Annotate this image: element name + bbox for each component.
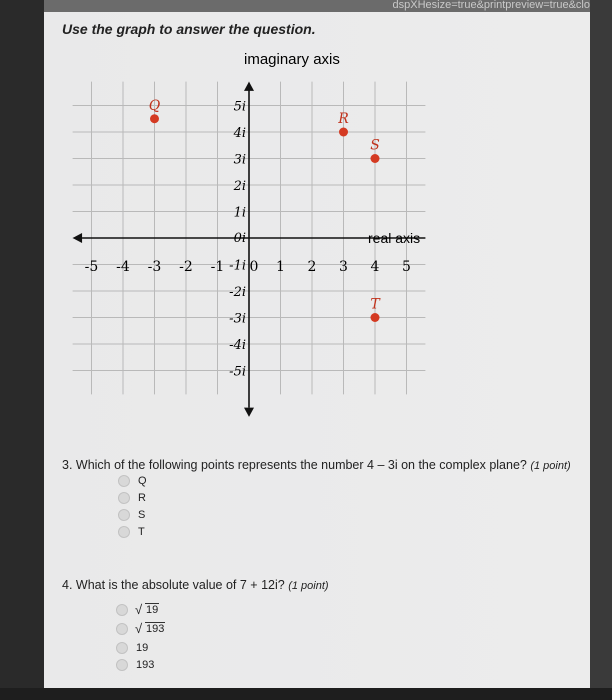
imaginary-tick-label: 0i [233,231,246,246]
radio-button[interactable] [118,526,130,538]
option-label: T [138,526,145,538]
point-r-label: R [338,111,349,127]
point-s-label: S [370,137,380,154]
option-label: 19 [136,642,149,654]
imaginary-axis-arrow-down [244,408,254,417]
point-s-marker [371,154,380,163]
real-tick-label: -5 [84,259,99,275]
tick-labels [84,97,411,380]
q3-option-r[interactable] [118,492,146,504]
question-3-points: (1 point) [530,460,571,472]
imaginary-axis-title: imaginary axis [244,51,340,68]
imaginary-tick-label: -3i [229,311,246,327]
real-axis-title: real axis [368,230,421,246]
real-axis-arrow [73,233,82,243]
point-q-marker [150,114,159,123]
real-tick-label: 0 [249,259,259,275]
radio-button[interactable] [118,509,130,521]
imaginary-tick-label: -4i [229,338,246,353]
option-label: Q [138,475,147,487]
imaginary-tick-label: 4i [233,126,246,141]
radio-button[interactable] [116,642,128,654]
q4-option-c[interactable] [116,642,148,654]
question-4 [62,578,329,592]
imaginary-tick-label: 1i [233,205,246,221]
imaginary-tick-label: -1i [229,258,246,274]
real-tick-label: -4 [116,259,130,275]
imaginary-tick-label: -5i [229,364,246,380]
radio-button[interactable] [116,659,128,671]
point-q-label: Q [148,97,161,114]
real-tick-label: 4 [370,259,380,275]
point-t-label: T [370,296,380,313]
real-tick-label: 1 [276,259,285,275]
real-tick-label: 5 [402,259,411,275]
question-3-text: 3. Which of the following points represents the number 4 – 3i on the complex plane? [62,458,527,472]
sqrt-option: √ 193 [136,623,165,635]
option-label: S [138,509,146,521]
imaginary-tick-label: 3i [233,152,246,168]
option-label: R [138,492,146,504]
q4-option-b[interactable] [116,623,165,635]
option-label: 193 [136,659,155,671]
real-tick-label: -3 [147,259,162,275]
q4-option-a[interactable] [116,604,159,616]
q3-option-t[interactable] [118,526,145,538]
url-text: dspXHesize=true&printpreview=true&clo [392,0,590,11]
radio-button[interactable] [116,623,128,635]
question-4-points: (1 point) [288,580,329,592]
point-t-marker [371,313,380,322]
question-3 [62,458,571,472]
imaginary-tick-label: 2i [233,179,246,194]
imaginary-tick-label: 5i [233,99,246,115]
point-r-marker [339,128,348,137]
question-4-text: 4. What is the absolute value of 7 + 12i? [62,578,285,592]
real-tick-label: -1 [210,259,225,275]
q4-option-d[interactable] [116,659,154,671]
sqrt-option: √ 19 [136,604,159,616]
real-tick-label: 3 [339,259,348,275]
radio-button[interactable] [116,604,128,616]
q3-option-s[interactable] [118,509,145,521]
real-tick-label: 2 [307,259,317,275]
imaginary-tick-label: -2i [229,285,246,300]
radio-button[interactable] [118,475,130,487]
q3-option-q[interactable] [118,475,147,487]
screen-bezel [0,688,612,700]
instruction: Use the graph to answer the question. [62,21,316,37]
radio-button[interactable] [118,492,130,504]
real-tick-label: -2 [179,259,193,275]
imaginary-axis-arrow-up [244,82,254,91]
plotted-points [149,98,382,322]
